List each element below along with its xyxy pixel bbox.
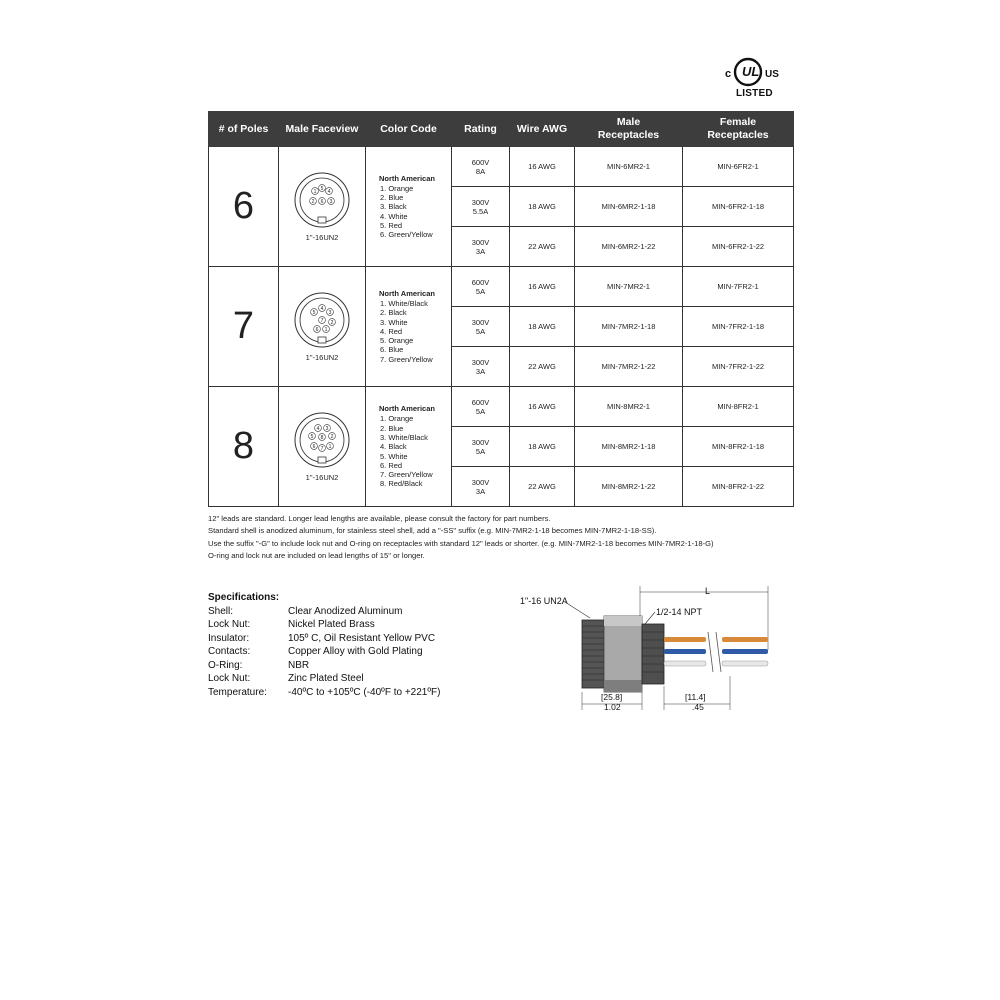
svg-text:4: 4 [320,305,324,312]
dim1-in: 1.02 [604,702,621,712]
thread-callout: 1"-16 UN2A [520,596,568,606]
awg-cell: 22 AWG [510,347,575,387]
svg-text:1: 1 [328,443,332,450]
awg-cell: 16 AWG [510,147,575,187]
spec-item: Shell: Clear Anodized Aluminum [208,605,403,617]
color-code-cell: North American 1. White/Black 2. Black 3. White 4. Red 5. Orange 6. Blue 7. Green/Yellow [366,267,452,387]
svg-text:US: US [765,69,779,80]
awg-cell: 18 AWG [510,187,575,227]
header-faceview: Male Faceview [279,112,366,147]
svg-text:6: 6 [312,443,316,450]
rating-cell: 600V 5A [452,267,510,307]
spec-item: Temperature: -40ºC to +105ºC (-40ºF to +221ºF) [208,686,441,698]
awg-cell: 22 AWG [510,467,575,507]
svg-text:1: 1 [324,326,328,333]
pole-count: 8 [209,387,279,507]
header-color-code: Color Code [366,112,452,147]
awg-cell: 16 AWG [510,267,575,307]
note-oring: O-ring and lock nut are included on lead lengths of 15" or longer. [208,551,425,561]
spec-item: Insulator: 105º C, Oil Resistant Yellow PVC [208,632,436,644]
svg-text:2: 2 [330,433,334,440]
svg-text:3: 3 [328,309,332,316]
receptacle-table [208,111,794,507]
female-part-number: MIN-6FR2-1 [683,147,794,187]
connector-faceview-8pin-icon [293,411,351,469]
female-part-number: MIN-7FR2-1-18 [683,307,794,347]
male-part-number: MIN-7MR2-1-18 [575,307,683,347]
male-part-number: MIN-7MR2-1-22 [575,347,683,387]
rating-cell: 600V 5A [452,387,510,427]
male-part-number: MIN-6MR2-1-18 [575,187,683,227]
spec-item: Contacts: Copper Alloy with Gold Plating [208,646,423,657]
svg-text:6: 6 [315,326,319,333]
male-part-number: MIN-8MR2-1-18 [575,427,683,467]
spec-item: O-Ring: NBR [208,659,310,671]
specifications-list [208,591,440,699]
header-poles: # of Poles [209,112,279,147]
note-shell: Standard shell is anodized aluminum, for stainless steel shell, add a "-SS" suffix (e.g. MIN-7MR2-1-18 becomes MIN-7MR2-1-18-SS). [208,526,657,536]
color-code-cell: North American 1. Orange 2. Blue 3. White/Black 4. Black 5. White 6. Red 7. Green/Yellow 8. Red/Black [366,387,452,507]
ul-listed-text: LISTED [736,88,773,99]
svg-text:7: 7 [320,317,324,324]
svg-text:8: 8 [320,434,324,441]
svg-text:c: c [725,68,732,80]
female-part-number: MIN-8FR2-1-22 [683,467,794,507]
dim2-mm: [11.4] [685,692,706,702]
male-part-number: MIN-8MR2-1-22 [575,467,683,507]
female-part-number: MIN-7FR2-1-22 [683,347,794,387]
svg-text:5: 5 [320,185,324,192]
svg-text:4: 4 [327,188,331,195]
female-part-number: MIN-8FR2-1-18 [683,427,794,467]
connector-faceview-7pin-icon [293,291,351,349]
thread-size: 1"-16UN2 [305,233,339,242]
svg-text:3: 3 [325,425,329,432]
table-row [209,267,794,307]
male-part-number: MIN-7MR2-1 [575,267,683,307]
pole-count: 6 [209,147,279,267]
header-rating: Rating [452,112,510,147]
spec-item: Lock Nut: Zinc Plated Steel [208,673,364,684]
svg-text:3: 3 [329,198,333,205]
male-part-number: MIN-8MR2-1 [575,387,683,427]
awg-cell: 16 AWG [510,387,575,427]
svg-text:6: 6 [320,198,324,205]
note-lead-length: 12" leads are standard. Longer lead lengths are available, please consult the factory for part numbers. [208,514,551,523]
spec-item: Lock Nut: Nickel Plated Brass [208,619,375,630]
table-header-row [209,112,794,147]
header-male-receptacles: Male Receptacles [575,112,683,147]
svg-text:7: 7 [320,445,324,452]
female-part-number: MIN-6FR2-1-18 [683,187,794,227]
male-part-number: MIN-6MR2-1-22 [575,227,683,267]
receptacle-dimension-drawing [510,580,780,715]
awg-cell: 18 AWG [510,427,575,467]
dim1-mm: [25.8] [601,692,623,702]
thread-size: 1"-16UN2 [305,473,339,482]
note-g-suffix: Use the suffix "-G" to include lock nut and O-ring on receptacles with standard 12" leads or shorter. (e.g. MIN-7MR2-1-18 becomes MIN-7MR2-1-18-G) [208,538,714,548]
specifications-title: Specifications: [208,592,280,603]
length-label: L [705,586,711,596]
rating-cell: 300V 3A [452,467,510,507]
table-row [209,147,794,187]
rating-cell: 300V 5A [452,427,510,467]
svg-text:5: 5 [312,309,316,316]
female-part-number: MIN-8FR2-1 [683,387,794,427]
svg-text:2: 2 [330,319,334,326]
svg-text:UL: UL [742,64,760,79]
svg-text:1: 1 [313,188,317,195]
connector-faceview-6pin-icon [293,171,351,229]
awg-cell: 18 AWG [510,307,575,347]
svg-text:5: 5 [310,433,314,440]
table-row [209,387,794,427]
female-part-number: MIN-6FR2-1-22 [683,227,794,267]
rating-cell: 300V 5A [452,307,510,347]
header-female-receptacles: Female Receptacles [683,112,794,147]
header-wire-awg: Wire AWG [510,112,575,147]
rating-cell: 300V 3A [452,347,510,387]
svg-text:2: 2 [311,198,315,205]
svg-text:4: 4 [316,425,320,432]
rating-cell: 600V 8A [452,147,510,187]
footnotes [208,513,808,563]
dim2-in: .45 [692,702,704,712]
faceview-cell [279,267,366,387]
rating-cell: 300V 3A [452,227,510,267]
faceview-cell [279,387,366,507]
rating-cell: 300V 5.5A [452,187,510,227]
color-code-cell: North American 1. Orange 2. Blue 3. Black 4. White 5. Red 6. Green/Yellow [366,147,452,267]
faceview-cell [279,147,366,267]
awg-cell: 22 AWG [510,227,575,267]
pole-count: 7 [209,267,279,387]
npt-callout: 1/2-14 NPT [656,607,703,617]
female-part-number: MIN-7FR2-1 [683,267,794,307]
thread-size: 1"-16UN2 [305,353,339,362]
male-part-number: MIN-6MR2-1 [575,147,683,187]
